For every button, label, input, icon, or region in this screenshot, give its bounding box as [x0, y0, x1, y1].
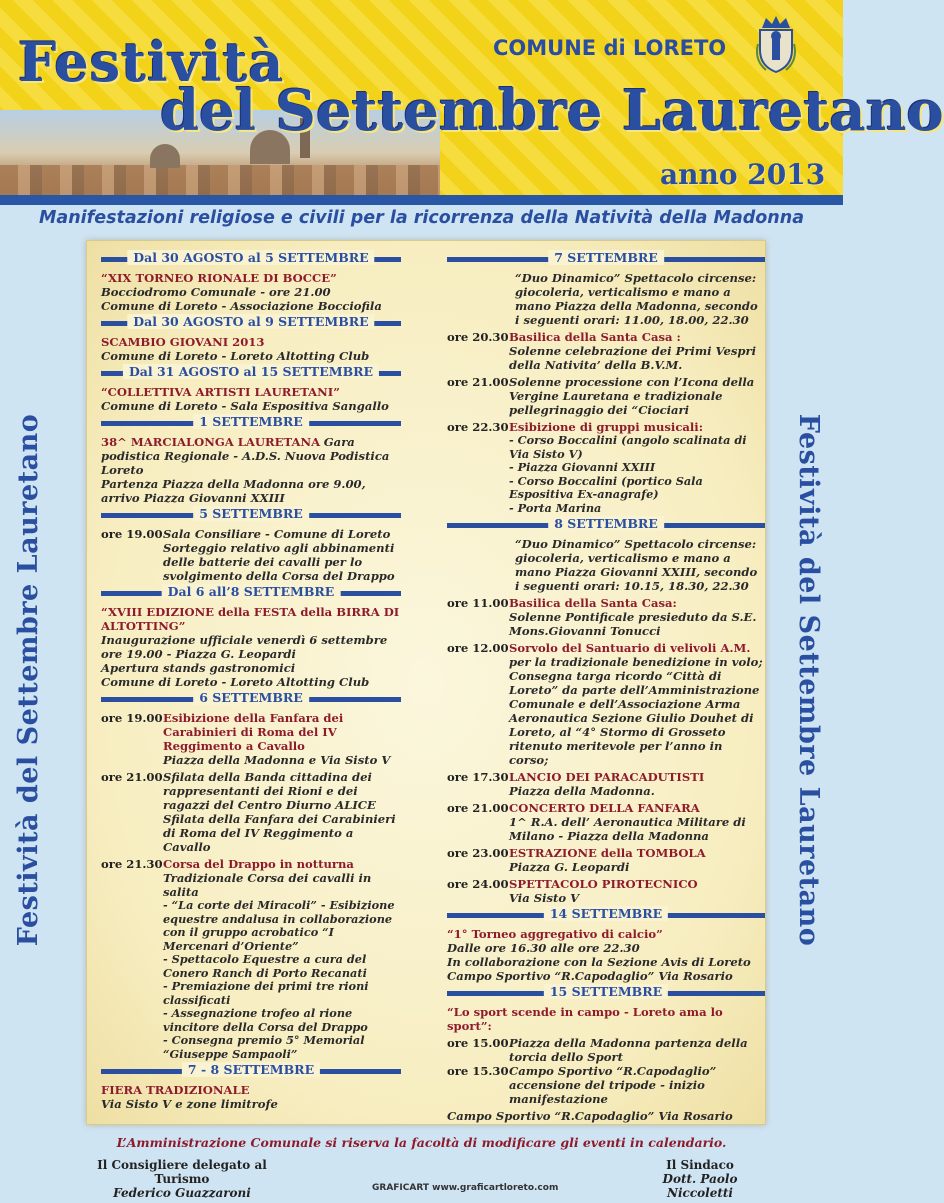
event-tripode: ore 15.30 Campo Sportivo “R.Capodaglio” accensione del tripode - inizio manifestazione: [447, 1064, 717, 1106]
header-blue-band: [0, 195, 843, 205]
event-torneo-calcio: “1° Torneo aggregativo di calcio” Dalle ore 16.30 alle ore 22.30 In collaborazione con la Sezione Avis di Loreto Campo Sportivo “R.Capodaglio” Via Rosario: [447, 927, 751, 983]
date-header: Dal 30 AGOSTO al 9 SETTEMBRE: [101, 317, 401, 330]
event-marcialonga: 38^ MARCIALONGA LAURETANA Gara podistica Regionale - A.D.S. Nuova Podistica Loreto Partenza Piazza della Madonna ore 9.00, arrivo Piazza Giovanni XXIII: [101, 435, 390, 505]
event-sport-title: “Lo sport scende in campo - Loreto ama lo sport”:: [447, 1005, 723, 1033]
event-festa-birra: “XVIII EDIZIONE della FESTA della BIRRA DI ALTOTTING” Inaugurazione ufficiale venerdì 6 settembre ore 19.00 - Piazza G. Leopardi Apertura stands gastronomici Comune di Loreto - Loreto Altotting Club: [101, 605, 400, 689]
date-header: 5 SETTEMBRE: [101, 509, 401, 522]
event-primi-vespri: ore 20.30 Basilica della Santa Casa : Solenne celebrazione dei Primi Vespri della Nativita’ della B.V.M.: [447, 330, 756, 372]
printer-credit: GRAFICART www.graficartloreto.com: [372, 1183, 559, 1193]
right-column: [447, 249, 765, 1126]
date-header: Dal 30 AGOSTO al 5 SETTEMBRE: [101, 253, 401, 266]
signature-turismo: Il Consigliere delegato al Turismo Federico Guazzaroni: [97, 1158, 267, 1200]
event-duo-dinamico-8: “Duo Dinamico” Spettacolo circense: giocoleria, verticalismo e mano a mano Piazza Giovanni XXIII, secondo i seguenti orari: 10.15, 18.30, 22.30: [515, 537, 758, 593]
event-sfilata-banda: ore 21.00 Sfilata della Banda cittadina dei rappresentanti dei Rioni e dei ragazzi del Centro Diurno ALICE Sfilata della Fanfara dei Carabinieri di Roma del IV Reggimento a Cavallo: [101, 770, 396, 854]
event-pontificale: ore 11.00 Basilica della Santa Casa: Solenne Pontificale presieduto da S.E. Mons.Giovanni Tonucci: [447, 596, 757, 638]
footer-disclaimer: L’Amministrazione Comunale si riserva la facoltà di modificare gli eventi in calendario.: [116, 1135, 727, 1150]
event-sorvolo: ore 12.00 Sorvolo del Santuario di velivoli A.M. per la tradizionale benedizione in volo; Consegna targa ricordo “Città di Loreto” da parte dell’Amministrazione Comunale e dell’Associazione Arma Aeronautica Sezione Giulio Douhet di Loreto, al “4° Stormo di Grosseto ritenuto meritevole per l’anno in corso;: [447, 641, 763, 767]
side-title-right-text: Festività del Settembre Lauretano: [793, 413, 824, 947]
event-corsa-drappo: ore 21.30 Corsa del Drappo in notturna Tradizionale Corsa dei cavalli in salita - “La corte dei Miracoli” - Esibizione equestre andalusa in collaborazione con il gruppo acrobatico “I Mercenari d’Oriente” - Spettacolo Equestre a cura del Conero Ranch di Porto Recanati - Premiazione dei primi tre rioni classificati - Assegnazione trofeo al rione vincitore della Corsa del Drappo - Consegna premio 5° Memorial “Giuseppe Sampaoli”: [101, 857, 401, 1061]
poster-header: [0, 0, 944, 205]
event-torcia: ore 15.00 Piazza della Madonna partenza della torcia dello Sport: [447, 1036, 748, 1064]
signature-sindaco: Il Sindaco Dott. Paolo Niccoletti: [662, 1158, 738, 1200]
festival-year: anno 2013: [660, 158, 826, 191]
event-fiera: FIERA TRADIZIONALE Via Sisto V e zone limitrofe: [101, 1083, 278, 1111]
date-header: 7 SETTEMBRE: [447, 253, 765, 266]
side-title-left-text: Festività del Settembre Lauretano: [13, 413, 44, 947]
festival-title-line1: Festività: [18, 30, 285, 94]
date-header: 1 SETTEMBRE: [101, 417, 401, 430]
event-paracadutisti: ore 17.30 LANCIO DEI PARACADUTISTI Piazza della Madonna.: [447, 770, 705, 798]
poster-subtitle: Manifestazioni religiose e civili per la ricorrenza della Natività della Madonna: [38, 208, 805, 228]
date-header: 7 - 8 SETTEMBRE: [101, 1065, 401, 1078]
date-header: 14 SETTEMBRE: [447, 909, 765, 922]
event-pirotecnico: ore 24.00 SPETTACOLO PIROTECNICO Via Sisto V: [447, 877, 698, 905]
event-scambio-giovani: SCAMBIO GIOVANI 2013 Comune di Loreto - Loreto Altotting Club: [101, 335, 370, 363]
event-collettiva: “COLLETTIVA ARTISTI LAURETANI” Comune di Loreto - Sala Espositiva Sangallo: [101, 385, 389, 413]
event-bocce: “XIX TORNEO RIONALE DI BOCCE” Bocciodromo Comunale - ore 21.00 Comune di Loreto - Associazione Bocciofila: [101, 271, 382, 313]
event-tombola: ore 23.00 ESTRAZIONE della TOMBOLA Piazza G. Leopardi: [447, 846, 706, 874]
event-gruppi-musicali: ore 22.30 Esibizione di gruppi musicali: - Corso Boccalini (angolo scalinata di Via Sisto V) - Piazza Giovanni XXIII - Corso Boccalini (portico Sala Espositiva Ex-anagrafe) - Porta Marina: [447, 420, 765, 515]
date-header: 6 SETTEMBRE: [101, 693, 401, 706]
event-processione: ore 21.00 Solenne processione con l’Icona della Vergine Lauretana e tradizionale pellegrinaggio dei “Ciociari: [447, 375, 755, 417]
event-sport-location: Campo Sportivo “R.Capodaglio” Via Rosario: [447, 1109, 733, 1123]
program-panel: [86, 240, 766, 1125]
left-column: [101, 249, 401, 1114]
event-concerto-fanfara: ore 21.00 CONCERTO DELLA FANFARA 1^ R.A. dell’ Aeronautica Militare di Milano - Piazza della Madonna: [447, 801, 746, 843]
event-duo-dinamico-7: “Duo Dinamico” Spettacolo circense: giocoleria, verticalismo e mano a mano Piazza della Madonna, secondo i seguenti orari: 11.00, 18.00, 22.30: [515, 271, 758, 327]
corsa-drappo-bullets: - “La corte dei Miracoli” - Esibizione equestre andalusa in collaborazione con il gruppo acrobatico “I Mercenari d’Oriente” - Spettacolo Equestre a cura del Conero Ranch di Porto Recanati - Premiazione dei primi tre rioni classificati - Assegnazione trofeo al rione vincitore della Corsa del Drappo - Consegna premio 5° Memorial “Giuseppe Sampaoli”: [163, 898, 395, 1061]
gruppi-musicali-bullets: - Corso Boccalini (angolo scalinata di Via Sisto V) - Piazza Giovanni XXIII - Corso Boccalini (portico Sala Espositiva Ex-anagrafe) - Porta Marina: [509, 433, 747, 515]
festival-title-line2: del Settembre Lauretano: [160, 78, 944, 144]
side-title-right: [785, 240, 831, 1120]
loreto-crest-icon: [752, 14, 800, 74]
comune-label: COMUNE di LORETO: [493, 36, 727, 60]
event-sorteggio: ore 19.00 Sala Consiliare - Comune di Loreto Sorteggio relativo agli abbinamenti delle batterie dei cavalli per lo svolgimento della Corsa del Drappo: [101, 527, 395, 583]
side-title-left: [6, 240, 52, 1120]
date-header: Dal 6 all’8 SETTEMBRE: [101, 587, 401, 600]
event-fanfara-carabinieri: ore 19.00 Esibizione della Fanfara dei Carabinieri di Roma del IV Reggimento a Cavallo Piazza della Madonna e Via Sisto V: [101, 711, 391, 767]
date-header: 15 SETTEMBRE: [447, 987, 765, 1000]
date-header: 8 SETTEMBRE: [447, 519, 765, 532]
date-header: Dal 31 AGOSTO al 15 SETTEMBRE: [101, 367, 401, 380]
